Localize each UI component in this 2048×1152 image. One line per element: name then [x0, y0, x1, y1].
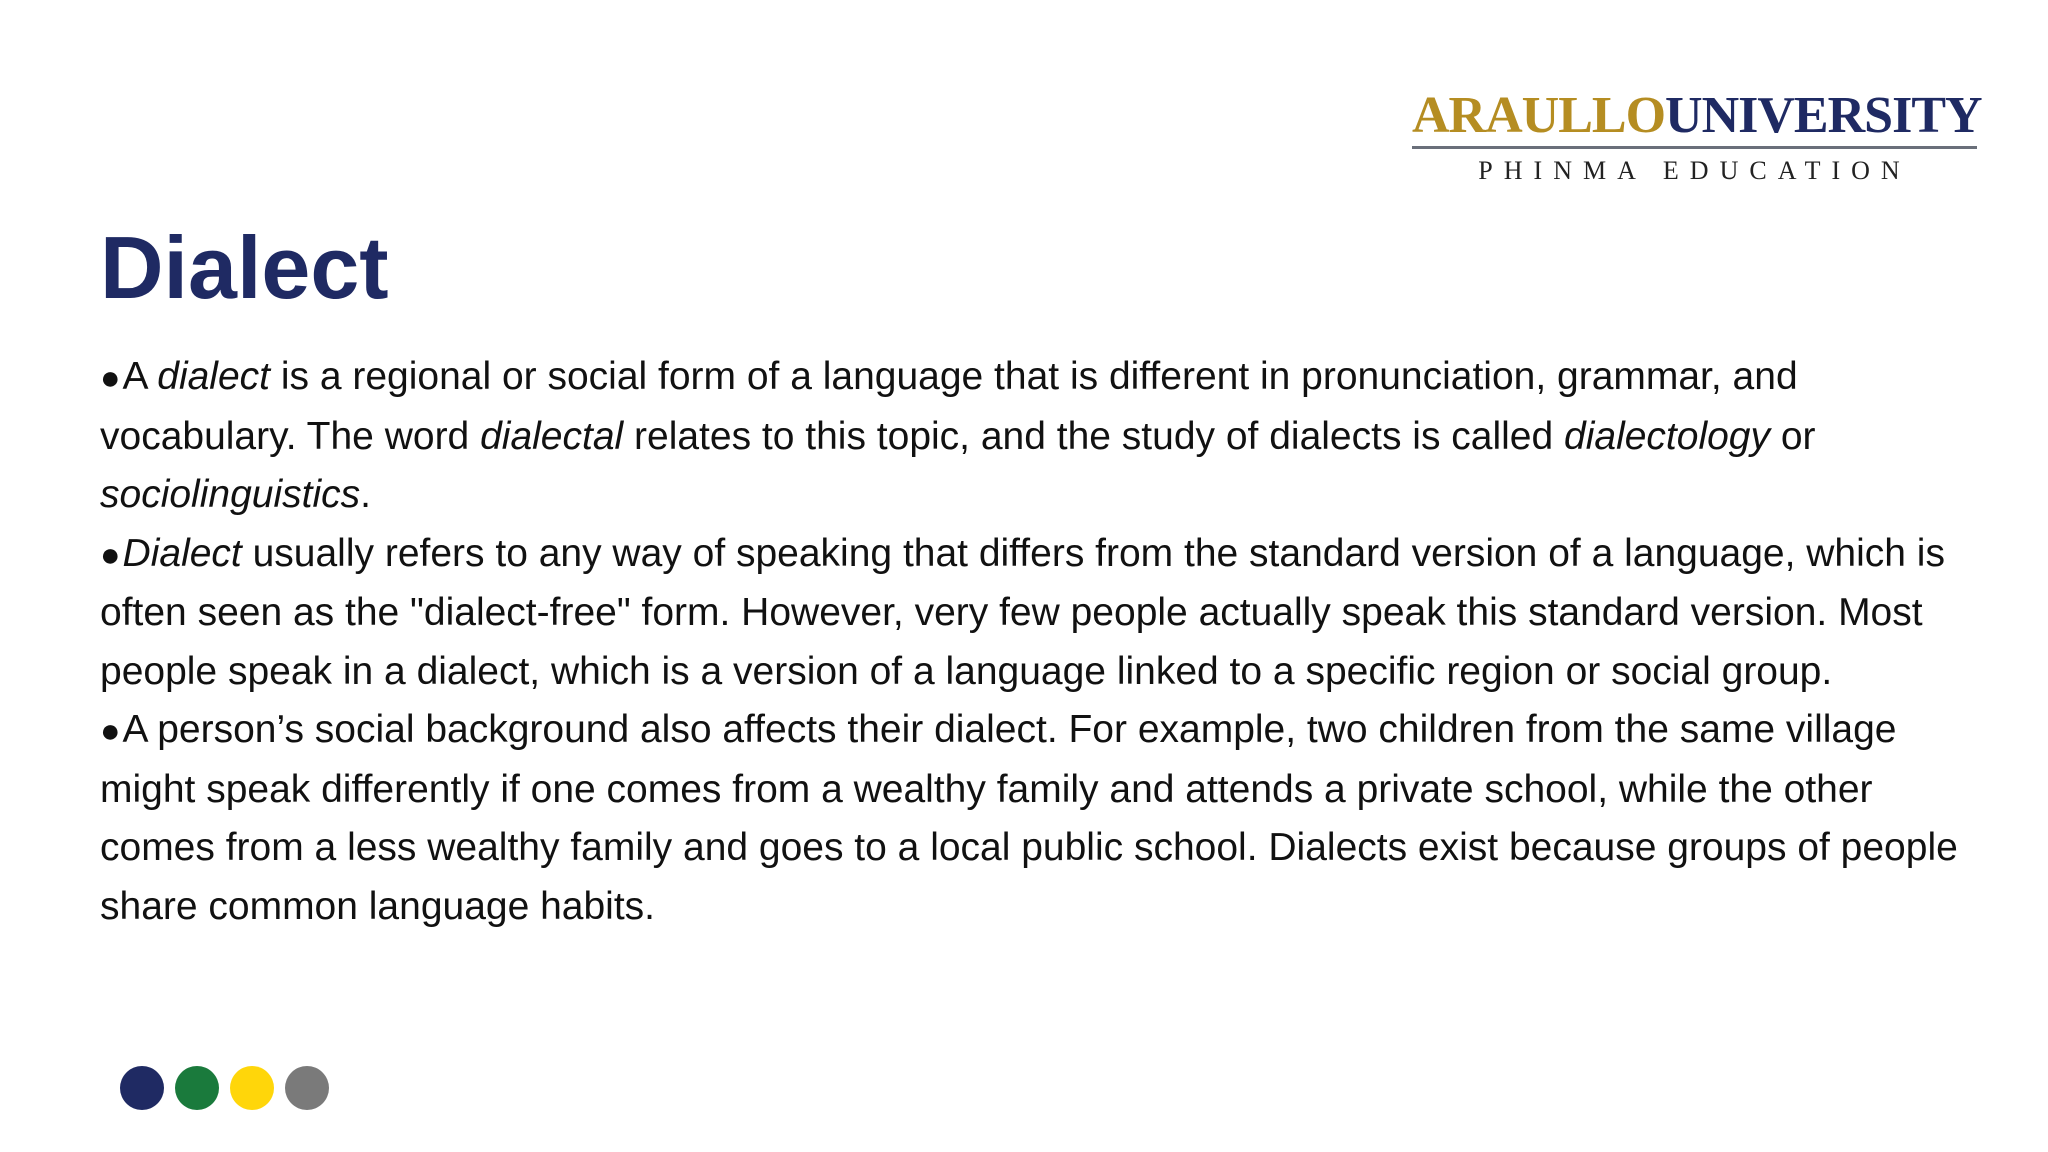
- slide-title: Dialect: [100, 218, 389, 317]
- text-run: A: [122, 355, 158, 398]
- araullo-university-logo: [1412, 86, 1982, 186]
- bullet-paragraph: [100, 701, 1980, 936]
- gray-dot: [285, 1066, 329, 1110]
- navy-dot: [120, 1066, 164, 1110]
- bullet-icon: ●: [100, 535, 121, 574]
- logo-subtitle: PHINMA EDUCATION: [1478, 156, 1911, 185]
- text-run: is a regional or social form of a language that is different in pronunciation, grammar, and vocabulary. The word: [100, 355, 1798, 458]
- bullet-paragraph: [100, 348, 1980, 525]
- logo-wordmark: [1412, 86, 1982, 146]
- text-run: relates to this topic, and the study of dialects is called: [623, 414, 1565, 458]
- text-run: A person’s social background also affects their dialect. For example, two children from the same village might speak differently if one comes from a wealthy family and attends a private school, while the other comes from a less wealthy family and goes to a local public school. Dialects exist because groups of people share common language habits.: [100, 708, 1958, 928]
- yellow-dot: [230, 1066, 274, 1110]
- bullet-paragraph: [100, 525, 1980, 702]
- italic-term: dialect: [157, 355, 270, 398]
- logo-divider: [1412, 146, 1977, 149]
- bullet-icon: ●: [100, 359, 121, 397]
- green-dot: [175, 1066, 219, 1110]
- italic-term: dialectal: [480, 414, 624, 458]
- italic-term: dialectology: [1564, 414, 1770, 458]
- text-run: .: [360, 473, 371, 516]
- text-run: usually refers to any way of speaking that differs from the standard version of a language, which is often seen as the "dialect-free" form. However, very few people actually speak this standard version. Most people speak in a dialect, which is a version of a language linked to a specific region or social group.: [100, 531, 1945, 693]
- logo-araullo-text: ARAULLO: [1412, 87, 1666, 144]
- text-run: or: [1770, 414, 1816, 458]
- logo-university-text: UNIVERSITY: [1665, 87, 1982, 144]
- slide-body: [100, 348, 1980, 936]
- italic-term: sociolinguistics: [100, 473, 361, 516]
- italic-term: Dialect: [122, 531, 242, 575]
- bullet-icon: ●: [100, 712, 121, 750]
